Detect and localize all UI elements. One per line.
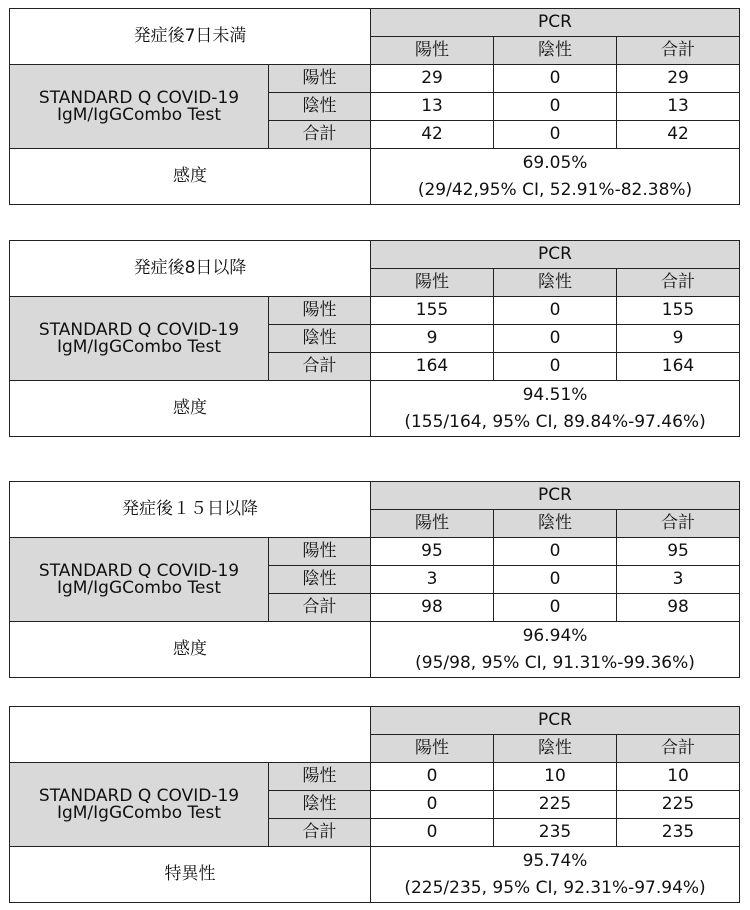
row-label-positive: 陽性 bbox=[269, 763, 371, 791]
col-header-positive: 陽性 bbox=[371, 269, 494, 297]
table-cell: 0 bbox=[494, 594, 617, 622]
row-label-positive: 陽性 bbox=[269, 297, 371, 325]
table-cell: 42 bbox=[617, 121, 740, 149]
metric-label: 感度 bbox=[10, 622, 371, 678]
pcr-header: PCR bbox=[371, 241, 740, 269]
pcr-header: PCR bbox=[371, 482, 740, 510]
metric-value: 96.94% bbox=[522, 625, 588, 646]
pcr-header: PCR bbox=[371, 9, 740, 37]
col-header-negative: 陰性 bbox=[494, 735, 617, 763]
table-cell: 3 bbox=[371, 566, 494, 594]
device-name-line2: IgM/IgGCombo Test bbox=[56, 802, 222, 823]
pcr-header: PCR bbox=[371, 707, 740, 735]
table-cell: 0 bbox=[371, 819, 494, 847]
col-header-positive: 陽性 bbox=[371, 37, 494, 65]
col-header-total: 合計 bbox=[617, 37, 740, 65]
col-header-negative: 陰性 bbox=[494, 269, 617, 297]
table-cell: 0 bbox=[494, 121, 617, 149]
table-cell: 9 bbox=[617, 325, 740, 353]
table-cell: 0 bbox=[494, 538, 617, 566]
metric-label: 感度 bbox=[10, 381, 371, 437]
table-cell: 29 bbox=[617, 65, 740, 93]
device-name bbox=[10, 763, 269, 847]
table-cell: 0 bbox=[371, 763, 494, 791]
table-cell: 225 bbox=[494, 791, 617, 819]
device-name bbox=[10, 65, 269, 149]
metric-ci: (225/235, 95% CI, 92.31%-97.94%) bbox=[404, 877, 706, 898]
device-name bbox=[10, 297, 269, 381]
device-name-line2: IgM/IgGCombo Test bbox=[56, 577, 222, 598]
col-header-negative: 陰性 bbox=[494, 37, 617, 65]
table-cell: 9 bbox=[371, 325, 494, 353]
table-cell: 0 bbox=[494, 566, 617, 594]
row-label-negative: 陰性 bbox=[269, 325, 371, 353]
row-label-total: 合計 bbox=[269, 353, 371, 381]
table-cell: 0 bbox=[494, 297, 617, 325]
metric-label: 特異性 bbox=[10, 847, 371, 903]
contingency-table-2 bbox=[9, 240, 740, 437]
table-cell: 0 bbox=[494, 325, 617, 353]
row-label-negative: 陰性 bbox=[269, 93, 371, 121]
device-name-line1: STANDARD Q COVID-19 bbox=[38, 87, 240, 108]
table-cell: 164 bbox=[617, 353, 740, 381]
contingency-table-4 bbox=[9, 706, 740, 903]
row-label-negative: 陰性 bbox=[269, 791, 371, 819]
table-cell: 0 bbox=[494, 93, 617, 121]
table-cell: 235 bbox=[617, 819, 740, 847]
table-cell: 155 bbox=[617, 297, 740, 325]
metric-ci: (95/98, 95% CI, 91.31%-99.36%) bbox=[415, 652, 695, 673]
table-cell: 98 bbox=[371, 594, 494, 622]
metric-result bbox=[371, 381, 740, 437]
table-cell: 95 bbox=[371, 538, 494, 566]
table-cell: 0 bbox=[494, 353, 617, 381]
metric-result bbox=[371, 622, 740, 678]
table-cell: 0 bbox=[371, 791, 494, 819]
metric-value: 95.74% bbox=[522, 850, 588, 871]
period-label bbox=[10, 707, 371, 763]
col-header-total: 合計 bbox=[617, 735, 740, 763]
contingency-table-1 bbox=[9, 8, 740, 205]
period-label: 発症後8日以降 bbox=[10, 241, 371, 297]
table-cell: 10 bbox=[617, 763, 740, 791]
table-cell: 13 bbox=[371, 93, 494, 121]
metric-value: 69.05% bbox=[522, 152, 588, 173]
table-cell: 0 bbox=[494, 65, 617, 93]
period-label: 発症後１５日以降 bbox=[10, 482, 371, 538]
metric-label: 感度 bbox=[10, 149, 371, 205]
table-cell: 13 bbox=[617, 93, 740, 121]
table-cell: 42 bbox=[371, 121, 494, 149]
device-name-line2: IgM/IgGCombo Test bbox=[56, 336, 222, 357]
row-label-total: 合計 bbox=[269, 819, 371, 847]
device-name-line1: STANDARD Q COVID-19 bbox=[38, 319, 240, 340]
row-label-total: 合計 bbox=[269, 121, 371, 149]
metric-ci: (29/42,95% CI, 52.91%-82.38%) bbox=[417, 179, 693, 200]
col-header-positive: 陽性 bbox=[371, 735, 494, 763]
col-header-negative: 陰性 bbox=[494, 510, 617, 538]
col-header-total: 合計 bbox=[617, 269, 740, 297]
row-label-positive: 陽性 bbox=[269, 538, 371, 566]
metric-result bbox=[371, 149, 740, 205]
table-cell: 98 bbox=[617, 594, 740, 622]
table-cell: 155 bbox=[371, 297, 494, 325]
table-cell: 235 bbox=[494, 819, 617, 847]
table-cell: 164 bbox=[371, 353, 494, 381]
row-label-total: 合計 bbox=[269, 594, 371, 622]
metric-result bbox=[371, 847, 740, 903]
table-cell: 225 bbox=[617, 791, 740, 819]
metric-value: 94.51% bbox=[522, 384, 588, 405]
period-label: 発症後7日未満 bbox=[10, 9, 371, 65]
device-name-line1: STANDARD Q COVID-19 bbox=[38, 785, 240, 806]
metric-ci: (155/164, 95% CI, 89.84%-97.46%) bbox=[404, 411, 706, 432]
table-cell: 29 bbox=[371, 65, 494, 93]
device-name-line2: IgM/IgGCombo Test bbox=[56, 104, 222, 125]
row-label-negative: 陰性 bbox=[269, 566, 371, 594]
col-header-total: 合計 bbox=[617, 510, 740, 538]
col-header-positive: 陽性 bbox=[371, 510, 494, 538]
table-cell: 3 bbox=[617, 566, 740, 594]
device-name-line1: STANDARD Q COVID-19 bbox=[38, 560, 240, 581]
table-cell: 10 bbox=[494, 763, 617, 791]
contingency-table-3 bbox=[9, 481, 740, 678]
table-cell: 95 bbox=[617, 538, 740, 566]
device-name bbox=[10, 538, 269, 622]
row-label-positive: 陽性 bbox=[269, 65, 371, 93]
